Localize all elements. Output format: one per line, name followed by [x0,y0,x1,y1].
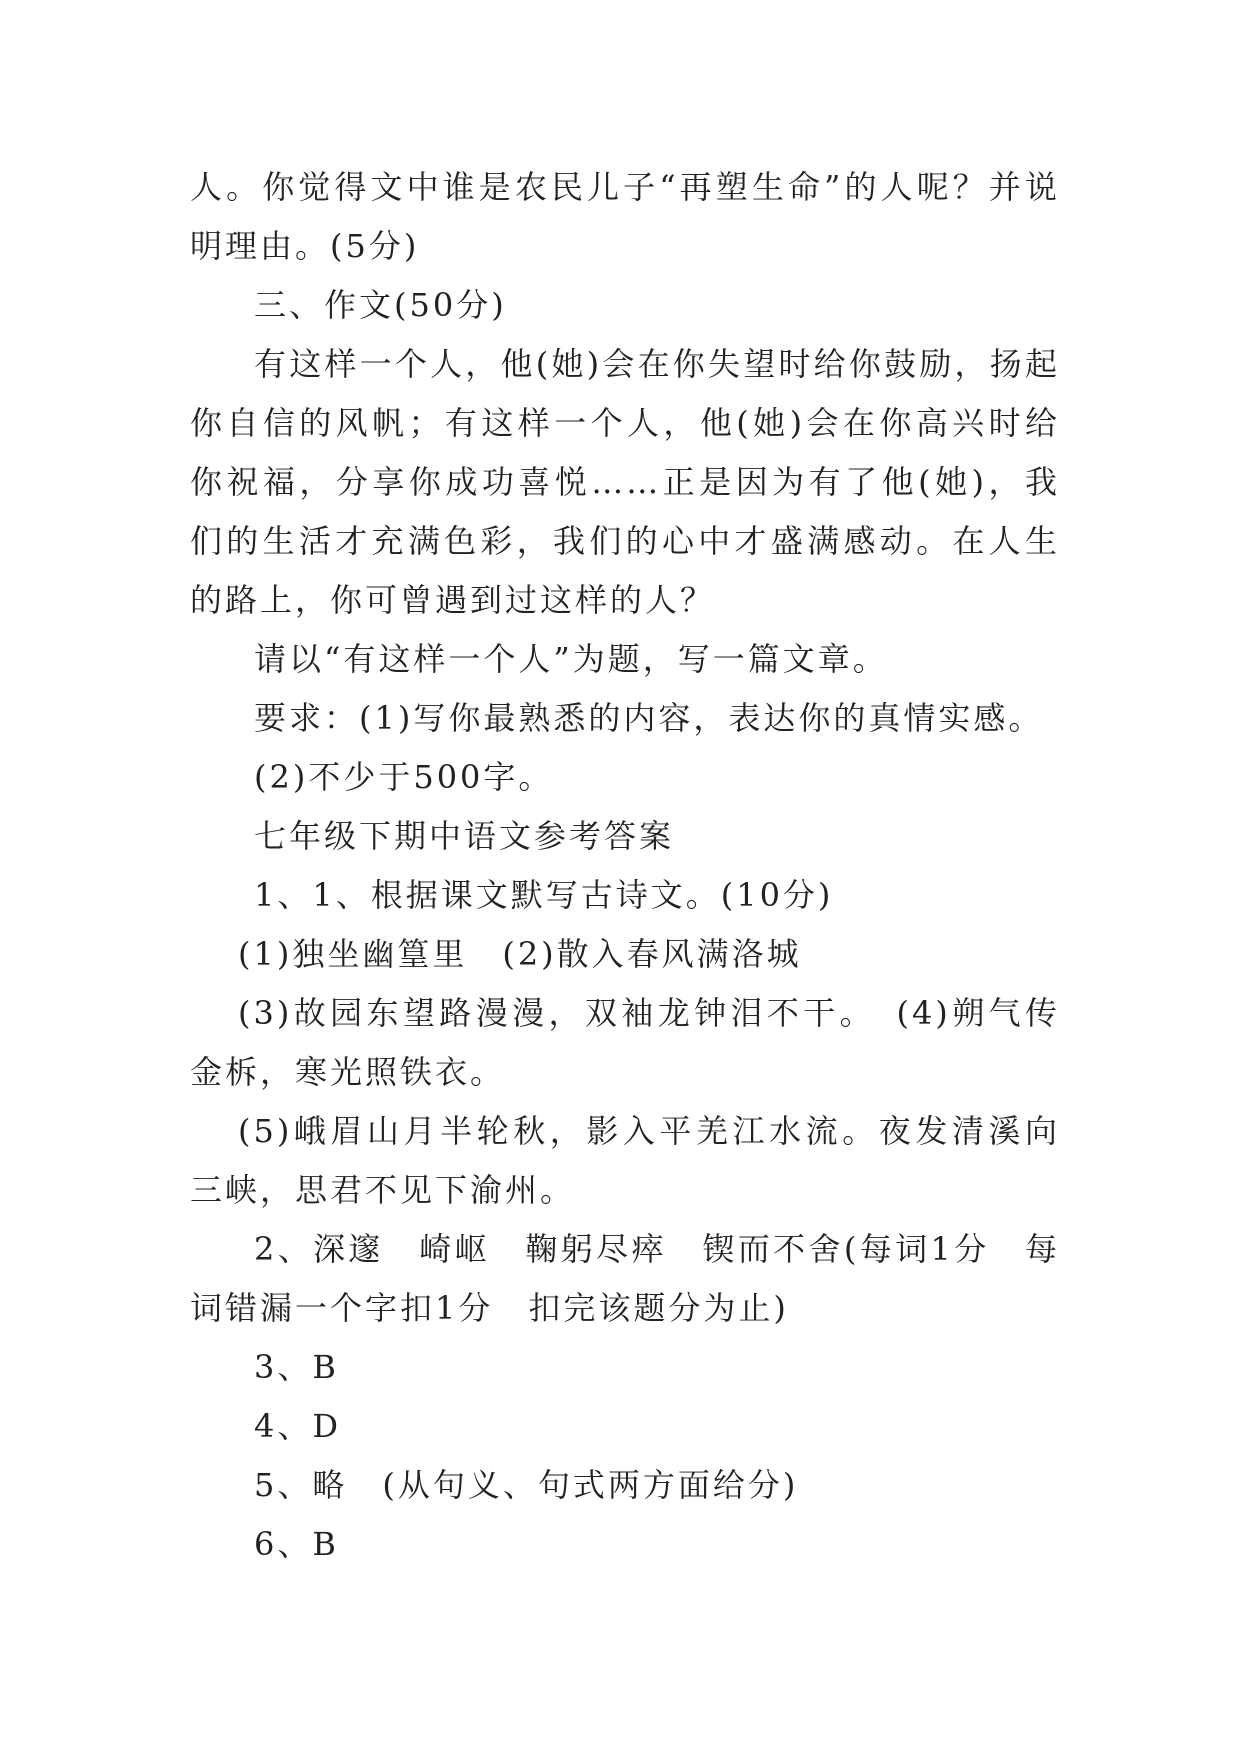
paragraph-composition-prompt: 有这样一个人，他(她)会在你失望时给你鼓励，扬起你自信的风帆；有这样一个人，他(她)会在你高兴时给你祝福，分享你成功喜悦……正是因为有了他(她)，我们的生活才充满色彩，我们的心中才盛满感动。在人生的路上，你可曾遇到过这样的人？ [190,345,1060,619]
answer-key-heading: 七年级下期中语文参考答案 [254,817,675,855]
answer-1-items-3-4: (3)故园东望路漫漫，双袖龙钟泪不干。 (4)朔气传金柝，寒光照铁衣。 [190,994,1060,1091]
document-body [190,158,1060,1574]
section-heading-composition: 三、作文(50分) [254,286,507,324]
paragraph-composition-title: 请以“有这样一个人”为题，写一篇文章。 [254,640,888,678]
answer-2: 2、深邃 崎岖 鞠躬尽瘁 锲而不舍(每词1分 每词错漏一个字扣1分 扣完该题分为止) [190,1230,1060,1327]
answer-4: 4、D [254,1407,342,1445]
paragraph-question-continuation: 人。你觉得文中谁是农民儿子“再塑生命”的人呢？并说明理由。(5分) [190,168,1060,265]
answer-5: 5、略 (从句义、句式两方面给分) [254,1466,799,1504]
answer-1-item-5: (5)峨眉山月半轮秋，影入平羌江水流。夜发清溪向三峡，思君不见下渝州。 [190,1112,1060,1209]
answer-3: 3、B [254,1348,339,1386]
answer-1-items-1-2: (1)独坐幽篁里 (2)散入春风满洛城 [238,935,802,973]
paragraph-requirement-2: (2)不少于500字。 [254,758,554,796]
answer-1-heading: 1、1、根据课文默写古诗文。(10分) [254,876,834,914]
paragraph-requirement-1: 要求：(1)写你最熟悉的内容，表达你的真情实感。 [254,699,1044,737]
answer-6: 6、B [254,1525,339,1563]
